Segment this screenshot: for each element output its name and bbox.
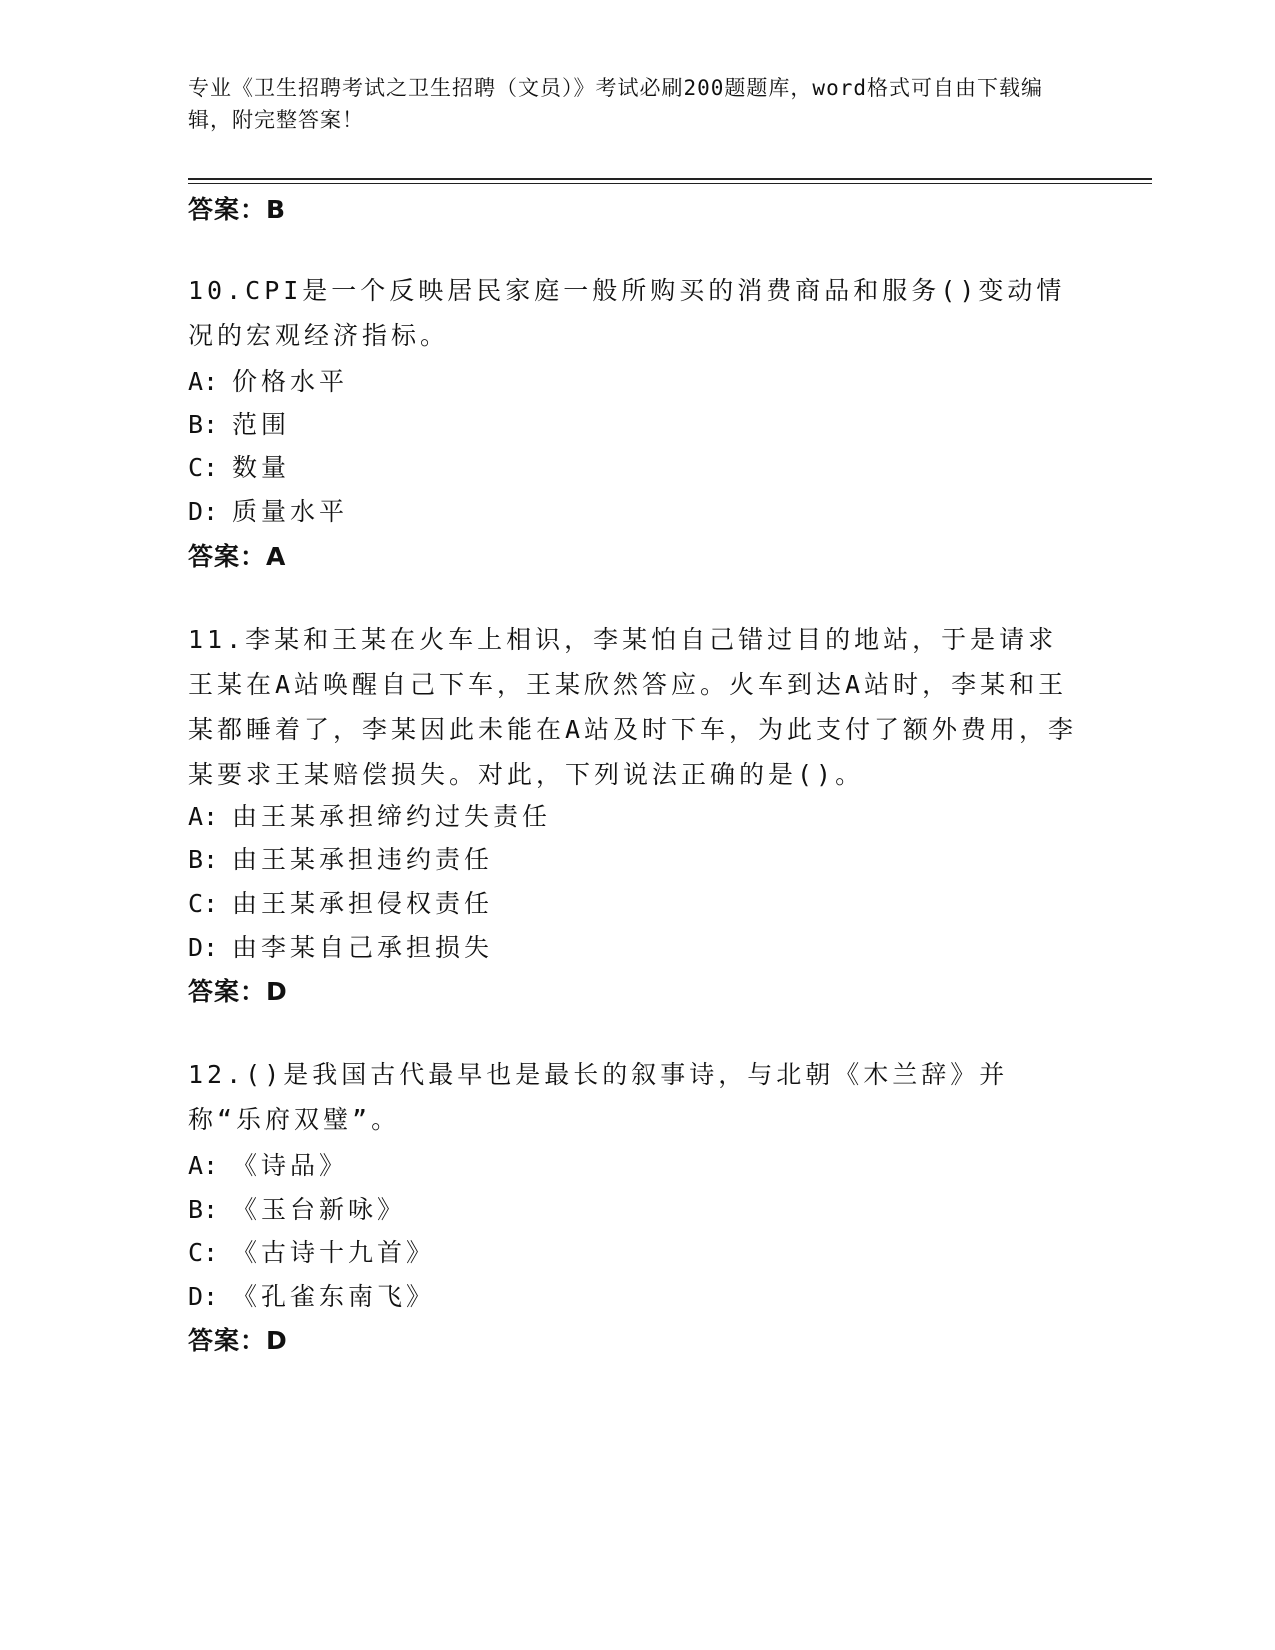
answer-value: B (266, 195, 287, 224)
answer-value: D (266, 977, 288, 1006)
question-text: 12.()是我国古代最早也是最长的叙事诗，与北朝《木兰辞》并称“乐府双璧”。 (188, 1060, 1009, 1134)
option-c: C: 数量 (188, 453, 291, 482)
option-d: D: 质量水平 (188, 497, 349, 526)
option-a: A: 价格水平 (188, 367, 349, 396)
answer-value: D (266, 1326, 288, 1355)
option-a: A: 《诗品》 (188, 1151, 349, 1180)
question-text: 11.李某和王某在火车上相识，李某怕自己错过目的地站，于是请求王某在A站唤醒自己下车，王某欣然答应。火车到达A站时，李某和王某都睡着了，李某因此未能在A站及时下车，为此支付了额外费用，李某要求王某赔偿损失。对此，下列说法正确的是()。 (188, 625, 1078, 789)
option-c: C: 由王某承担侵权责任 (188, 889, 494, 918)
answer-line: 答案：A (188, 542, 287, 571)
option-d: D: 由李某自己承担损失 (188, 933, 494, 962)
option-a: A: 由王某承担缔约过失责任 (188, 802, 552, 831)
option-b: B: 范围 (188, 410, 291, 439)
option-c: C: 《古诗十九首》 (188, 1238, 436, 1267)
question-text: 10.CPI是一个反映居民家庭一般所购买的消费商品和服务()变动情况的宏观经济指标。 (188, 276, 1066, 350)
document-header: 专业《卫生招聘考试之卫生招聘（文员）》考试必刷200题题库，word格式可自由下载编辑，附完整答案！ (188, 76, 1043, 132)
answer-line: 答案：D (188, 977, 288, 1006)
option-b: B: 由王某承担违约责任 (188, 845, 494, 874)
answer-value: A (266, 542, 287, 571)
option-d: D: 《孔雀东南飞》 (188, 1282, 436, 1311)
answer-line: 答案：B (188, 195, 287, 224)
header-rule (188, 178, 1152, 180)
option-b: B: 《玉台新咏》 (188, 1195, 407, 1224)
answer-line: 答案：D (188, 1326, 288, 1355)
header-rule-thin (188, 183, 1152, 184)
